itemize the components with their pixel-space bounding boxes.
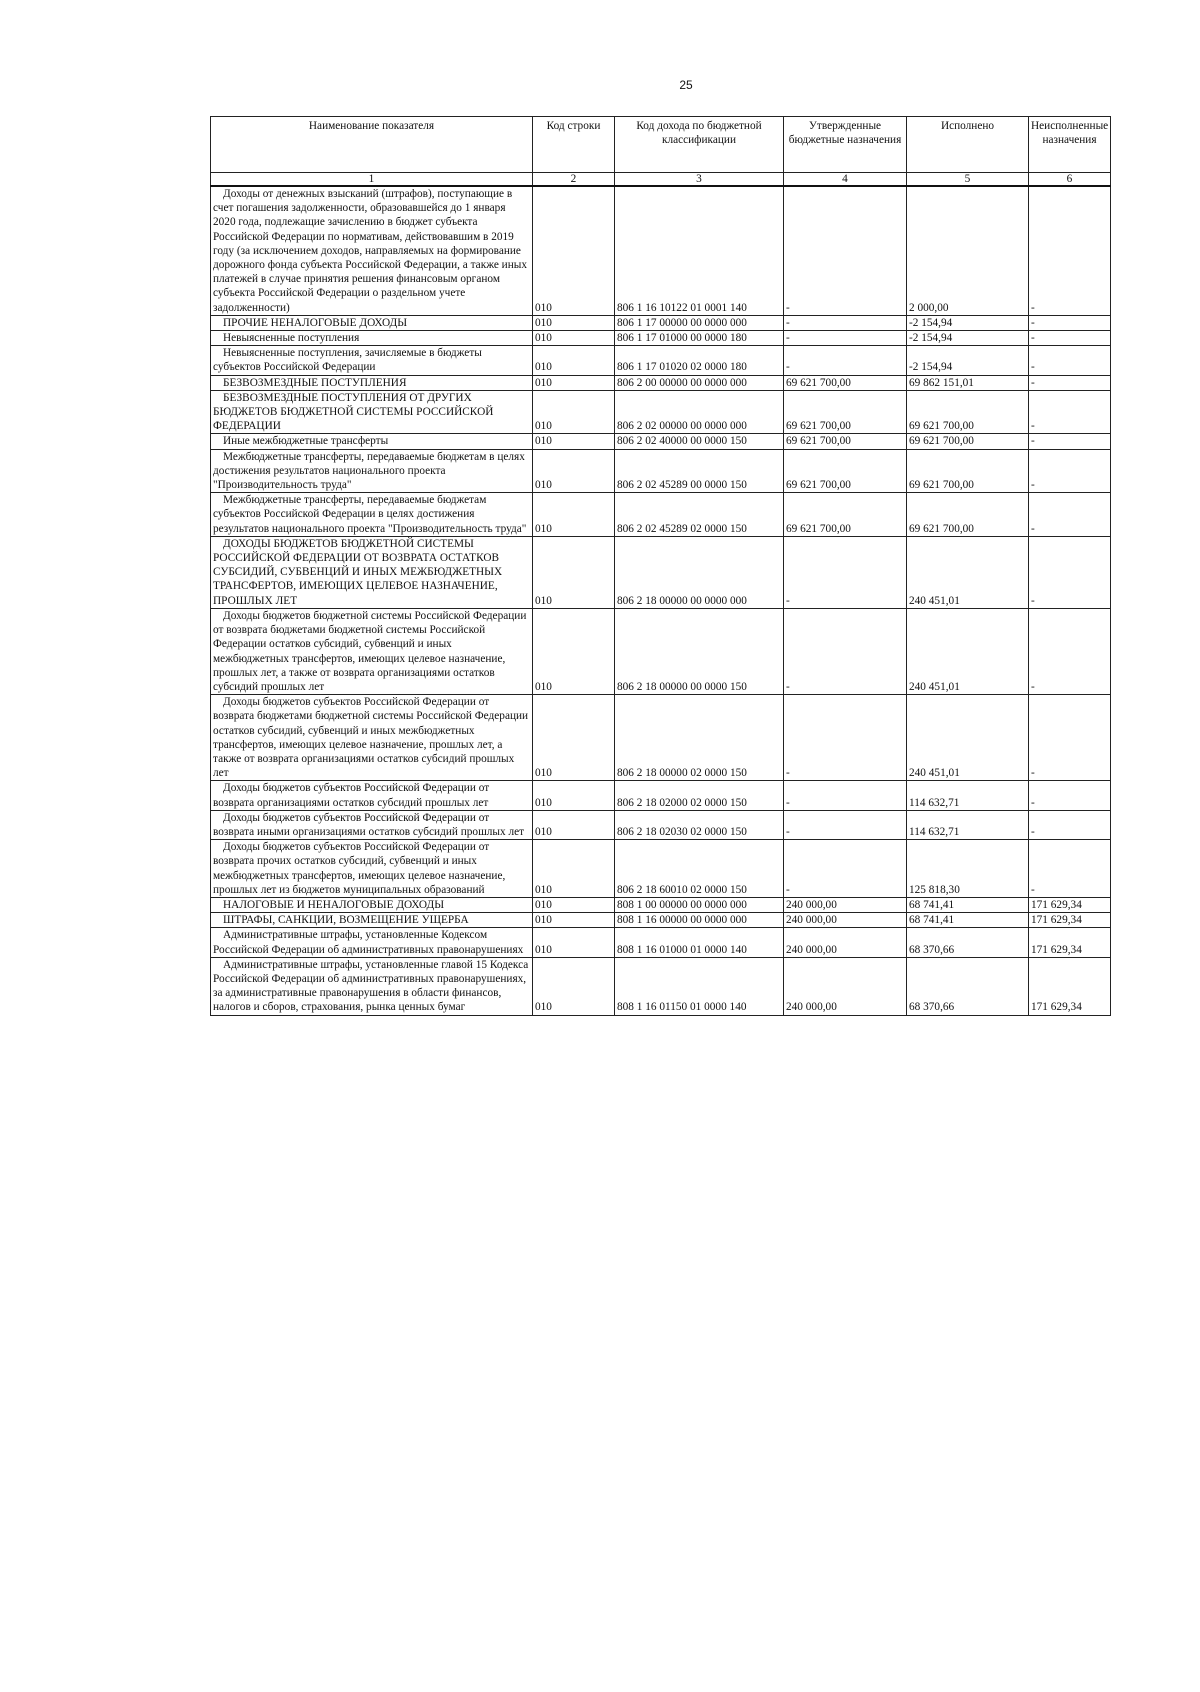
row-executed: 68 370,66 [907,928,1029,957]
row-unexecuted: - [1029,493,1111,537]
row-line-code: 010 [533,493,615,537]
row-line-code: 010 [533,810,615,839]
row-unexecuted: - [1029,608,1111,694]
row-line-code: 010 [533,957,615,1015]
row-name: Иные межбюджетные трансферты [211,434,533,449]
row-executed: 69 621 700,00 [907,434,1029,449]
row-income-code: 808 1 16 01150 01 0000 140 [615,957,784,1015]
column-number: 3 [615,173,784,187]
row-line-code: 010 [533,695,615,781]
table-row [211,810,1111,839]
row-executed: 69 621 700,00 [907,390,1029,434]
row-executed: 240 451,01 [907,608,1029,694]
row-approved: 69 621 700,00 [784,449,907,493]
column-number: 4 [784,173,907,187]
row-line-code: 010 [533,346,615,375]
table-row [211,375,1111,390]
row-line-code: 010 [533,434,615,449]
row-approved: 240 000,00 [784,913,907,928]
budget-report-table [210,116,1111,1016]
row-approved: - [784,331,907,346]
row-name: ДОХОДЫ БЮДЖЕТОВ БЮДЖЕТНОЙ СИСТЕМЫ РОССИЙСКОЙ ФЕДЕРАЦИИ ОТ ВОЗВРАТА ОСТАТКОВ СУБСИДИЙ, СУБВЕНЦИЙ И ИНЫХ МЕЖБЮДЖЕТНЫХ ТРАНСФЕРТОВ, ИМЕЮЩИХ ЦЕЛЕВОЕ НАЗНАЧЕНИЕ, ПРОШЛЫХ ЛЕТ [211,536,533,608]
row-executed: -2 154,94 [907,331,1029,346]
row-unexecuted: 171 629,34 [1029,928,1111,957]
row-unexecuted: - [1029,346,1111,375]
row-name: Невыясненные поступления [211,331,533,346]
row-line-code: 010 [533,331,615,346]
row-income-code: 806 2 02 00000 00 0000 000 [615,390,784,434]
table-row [211,608,1111,694]
row-name: Административные штрафы, установленные главой 15 Кодекса Российской Федерации об административных правонарушениях, за административные правонарушения в области финансов, налогов и сборов, страхования, рынка ценных бумаг [211,957,533,1015]
row-approved: - [784,346,907,375]
table-row [211,913,1111,928]
row-income-code: 806 2 02 45289 00 0000 150 [615,449,784,493]
row-executed: 240 451,01 [907,536,1029,608]
table-row [211,928,1111,957]
row-line-code: 010 [533,390,615,434]
row-line-code: 010 [533,449,615,493]
header-unexecuted: Неисполненные назначения [1029,117,1111,173]
row-name: ПРОЧИЕ НЕНАЛОГОВЫЕ ДОХОДЫ [211,315,533,330]
table-row [211,840,1111,898]
column-number: 2 [533,173,615,187]
row-line-code: 010 [533,781,615,810]
table-row [211,781,1111,810]
row-unexecuted: - [1029,695,1111,781]
table-row [211,346,1111,375]
row-unexecuted: - [1029,810,1111,839]
row-name: Доходы от денежных взысканий (штрафов), поступающие в счет погашения задолженности, образовавшейся до 1 января 2020 года, подлежащие зачислению в бюджет субъекта Российской Федерации по нормативам, действовавшим в 2019 году (за исключением доходов, направляемых на формирование дорожного фонда субъекта Российской Федерации, а также иных платежей в случае принятия решения финансовым органом субъекта Российской Федерации о раздельном учете задолженности) [211,186,533,315]
row-executed: 69 621 700,00 [907,493,1029,537]
row-approved: - [784,315,907,330]
row-executed: 69 862 151,01 [907,375,1029,390]
table-row [211,449,1111,493]
row-executed: 114 632,71 [907,810,1029,839]
row-line-code: 010 [533,608,615,694]
header-approved: Утвержденные бюджетные назначения [784,117,907,173]
row-name: НАЛОГОВЫЕ И НЕНАЛОГОВЫЕ ДОХОДЫ [211,897,533,912]
row-unexecuted: - [1029,315,1111,330]
table-row [211,331,1111,346]
row-approved: - [784,186,907,315]
row-line-code: 010 [533,375,615,390]
column-number: 5 [907,173,1029,187]
row-name: Межбюджетные трансферты, передаваемые бюджетам субъектов Российской Федерации в целях достижения результатов национального проекта "Производительность труда" [211,493,533,537]
row-name: Доходы бюджетов субъектов Российской Федерации от возврата бюджетами бюджетной системы Российской Федерации остатков субсидий, субвенций и иных межбюджетных трансфертов, имеющих целевое назначение, прошлых лет, а также от возврата организациями остатков субсидий прошлых лет [211,695,533,781]
row-unexecuted: - [1029,186,1111,315]
row-approved: 240 000,00 [784,928,907,957]
table-header [211,117,1111,187]
row-unexecuted: 171 629,34 [1029,897,1111,912]
row-executed: 68 741,41 [907,913,1029,928]
row-approved: 69 621 700,00 [784,434,907,449]
table-body [211,186,1111,1015]
row-income-code: 806 2 18 02000 02 0000 150 [615,781,784,810]
row-unexecuted: - [1029,375,1111,390]
header-row [211,117,1111,173]
row-name: Административные штрафы, установленные Кодексом Российской Федерации об административных правонарушениях [211,928,533,957]
row-approved: - [784,536,907,608]
table-row [211,957,1111,1015]
row-executed: 2 000,00 [907,186,1029,315]
row-unexecuted: - [1029,434,1111,449]
header-indicator-name: Наименование показателя [211,117,533,173]
header-line-code: Код строки [533,117,615,173]
row-unexecuted: - [1029,390,1111,434]
row-unexecuted: - [1029,536,1111,608]
table-row [211,434,1111,449]
row-income-code: 806 2 00 00000 00 0000 000 [615,375,784,390]
row-executed: 68 741,41 [907,897,1029,912]
row-line-code: 010 [533,315,615,330]
row-income-code: 808 1 16 01000 01 0000 140 [615,928,784,957]
row-unexecuted: 171 629,34 [1029,957,1111,1015]
row-line-code: 010 [533,913,615,928]
row-income-code: 806 1 16 10122 01 0001 140 [615,186,784,315]
row-income-code: 808 1 00 00000 00 0000 000 [615,897,784,912]
row-income-code: 806 2 18 00000 00 0000 150 [615,608,784,694]
row-line-code: 010 [533,186,615,315]
row-approved: - [784,810,907,839]
page-number: 25 [679,78,693,92]
row-executed: 240 451,01 [907,695,1029,781]
row-income-code: 806 1 17 01020 02 0000 180 [615,346,784,375]
row-approved: 69 621 700,00 [784,493,907,537]
row-approved: - [784,840,907,898]
row-unexecuted: 171 629,34 [1029,913,1111,928]
row-line-code: 010 [533,928,615,957]
row-income-code: 806 2 02 40000 00 0000 150 [615,434,784,449]
row-income-code: 806 1 17 00000 00 0000 000 [615,315,784,330]
row-name: БЕЗВОЗМЕЗДНЫЕ ПОСТУПЛЕНИЯ [211,375,533,390]
row-executed: 114 632,71 [907,781,1029,810]
table-row [211,390,1111,434]
row-unexecuted: - [1029,449,1111,493]
header-income-code: Код дохода по бюджетной классификации [615,117,784,173]
row-approved: - [784,695,907,781]
row-name: Невыясненные поступления, зачисляемые в бюджеты субъектов Российской Федерации [211,346,533,375]
row-approved: 69 621 700,00 [784,375,907,390]
row-executed: 69 621 700,00 [907,449,1029,493]
row-name: Доходы бюджетов бюджетной системы Российской Федерации от возврата бюджетами бюджетной системы Российской Федерации остатков субсидий, субвенций и иных межбюджетных трансфертов, имеющих целевое назначение, прошлых лет, а также от возврата организациями остатков субсидий прошлых лет [211,608,533,694]
row-line-code: 010 [533,840,615,898]
table-row [211,186,1111,315]
row-name: БЕЗВОЗМЕЗДНЫЕ ПОСТУПЛЕНИЯ ОТ ДРУГИХ БЮДЖЕТОВ БЮДЖЕТНОЙ СИСТЕМЫ РОССИЙСКОЙ ФЕДЕРАЦИИ [211,390,533,434]
column-number: 1 [211,173,533,187]
table-row [211,315,1111,330]
row-unexecuted: - [1029,331,1111,346]
row-income-code: 806 2 18 02030 02 0000 150 [615,810,784,839]
row-approved: 240 000,00 [784,897,907,912]
column-number: 6 [1029,173,1111,187]
row-approved: - [784,608,907,694]
row-income-code: 808 1 16 00000 00 0000 000 [615,913,784,928]
row-executed: 68 370,66 [907,957,1029,1015]
table-row [211,536,1111,608]
row-income-code: 806 2 18 00000 02 0000 150 [615,695,784,781]
row-income-code: 806 2 18 60010 02 0000 150 [615,840,784,898]
table-row [211,493,1111,537]
row-name: Доходы бюджетов субъектов Российской Федерации от возврата иными организациями остатков субсидий прошлых лет [211,810,533,839]
row-executed: -2 154,94 [907,346,1029,375]
row-approved: - [784,781,907,810]
header-executed: Исполнено [907,117,1029,173]
row-line-code: 010 [533,897,615,912]
row-name: Доходы бюджетов субъектов Российской Федерации от возврата прочих остатков субсидий, субвенций и иных межбюджетных трансфертов, имеющих целевое назначение, прошлых лет из бюджетов муниципальных образований [211,840,533,898]
row-name: ШТРАФЫ, САНКЦИИ, ВОЗМЕЩЕНИЕ УЩЕРБА [211,913,533,928]
row-executed: 125 818,30 [907,840,1029,898]
table-row [211,695,1111,781]
row-approved: 240 000,00 [784,957,907,1015]
row-name: Межбюджетные трансферты, передаваемые бюджетам в целях достижения результатов национального проекта "Производительность труда" [211,449,533,493]
column-number-row [211,173,1111,187]
row-income-code: 806 1 17 01000 00 0000 180 [615,331,784,346]
row-unexecuted: - [1029,781,1111,810]
row-unexecuted: - [1029,840,1111,898]
table-row [211,897,1111,912]
row-income-code: 806 2 02 45289 02 0000 150 [615,493,784,537]
row-approved: 69 621 700,00 [784,390,907,434]
row-line-code: 010 [533,536,615,608]
row-name: Доходы бюджетов субъектов Российской Федерации от возврата организациями остатков субсидий прошлых лет [211,781,533,810]
row-executed: -2 154,94 [907,315,1029,330]
row-income-code: 806 2 18 00000 00 0000 000 [615,536,784,608]
